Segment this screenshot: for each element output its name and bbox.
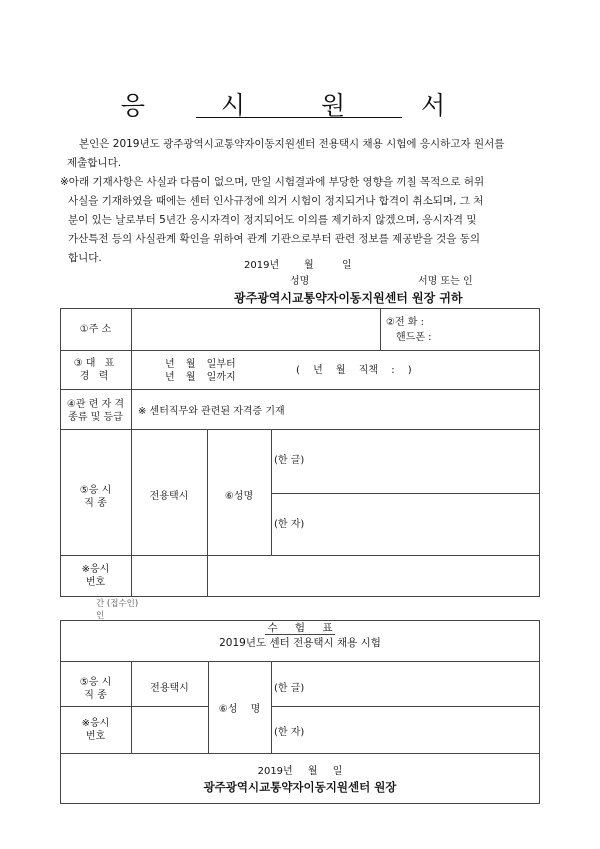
career-position: ( 년 월 직책 : )	[296, 365, 412, 376]
address-field[interactable]	[134, 312, 376, 347]
ticket-issuer: 광주광역시교통약자이동지원센터 원장	[203, 780, 397, 794]
exam-number-field[interactable]	[134, 558, 204, 594]
ticket-exam-number-label: ※응시 번호	[81, 718, 110, 742]
ticket-name-label: ⑥성 명	[218, 704, 261, 715]
page-title: 응 시 원 서	[120, 91, 480, 120]
title-underline	[196, 117, 402, 118]
name-hanja-label: (한 자)	[274, 519, 305, 530]
career-label: ③대 표 경 력	[73, 358, 118, 382]
ticket-name-hanja-label: (한 자)	[274, 727, 305, 738]
receipt-stamp-label: 간 (접수인)	[96, 599, 139, 609]
name-korean-field[interactable]	[310, 434, 536, 490]
note-line-3: 분이 있는 날로부터 5년간 응시자격이 정지되어도 이의를 제기하지 않겠으며, 응시자격 및	[68, 214, 477, 226]
cert-note: ※ 센터직무와 관련된 자격증 기재	[138, 406, 285, 417]
note-line-5: 합니다.	[68, 252, 102, 264]
ticket-job-label: ⑤응 시 직 종	[79, 677, 112, 701]
phone-field[interactable]	[440, 312, 536, 347]
job-label: ⑤응 시 직 종	[79, 485, 112, 509]
sign-label: 서명 또는 인	[418, 276, 473, 287]
ticket-date: 2019년 월 일	[257, 766, 343, 777]
date-day: 일	[342, 260, 352, 271]
mobile-label: 핸드폰 :	[396, 332, 432, 343]
address-label: ①주 소	[79, 324, 112, 335]
ticket-title: 수 험 표	[267, 622, 333, 634]
ticket-job-value: 전용택시	[150, 683, 189, 694]
declaration-note	[60, 173, 540, 268]
intro-line-1: 본인은 2019년도 광주광역시교통약자이동지원센터 전용택시 채용 시험에 응시하고자 원서를	[79, 138, 505, 150]
ticket-subtitle: 2019년도 센터 전용택시 채용 시험	[219, 637, 381, 649]
date-month: 월	[304, 260, 314, 271]
name-label: ⑥성명	[224, 491, 254, 502]
sign-name-label: 성명	[290, 276, 310, 287]
exam-number-label: ※응시 번호	[81, 564, 110, 588]
name-hanja-field[interactable]	[310, 497, 536, 552]
cert-field[interactable]	[134, 392, 536, 426]
phone-label: ②전 화 :	[386, 317, 425, 328]
note-line-2: 사실을 기재하였을 때에는 센터 인사규정에 의거 시험이 정지되거나 합격이 취소되며, 그 처	[68, 195, 484, 207]
ticket-name-korean-label: (한 글)	[274, 683, 305, 694]
receipt-stamp-label-2: 인	[96, 611, 105, 621]
job-value: 전용택시	[149, 491, 189, 502]
intro-line-2: 제출합니다.	[67, 157, 122, 169]
note-line-4: 가산특전 등의 사실관계 확인을 위하여 관계 기관으로부터 관련 정보를 제공받을 것을 동의	[68, 233, 481, 245]
note-line-1: ※아래 기재사항은 사실과 다름이 없으며, 만일 시험결과에 부당한 영향을 끼칠 목적으로 허위	[60, 176, 485, 188]
career-to: 년 월 일까지	[165, 372, 236, 383]
name-korean-label: (한 글)	[274, 455, 305, 466]
cert-label: ④관 련 자 격 종류 및 등급	[66, 399, 125, 423]
addressee: 광주광역시교통약자이동지원센터 원장 귀하	[234, 291, 463, 305]
career-from: 년 월 일부터	[165, 359, 236, 370]
date-year: 2019년	[244, 260, 280, 271]
